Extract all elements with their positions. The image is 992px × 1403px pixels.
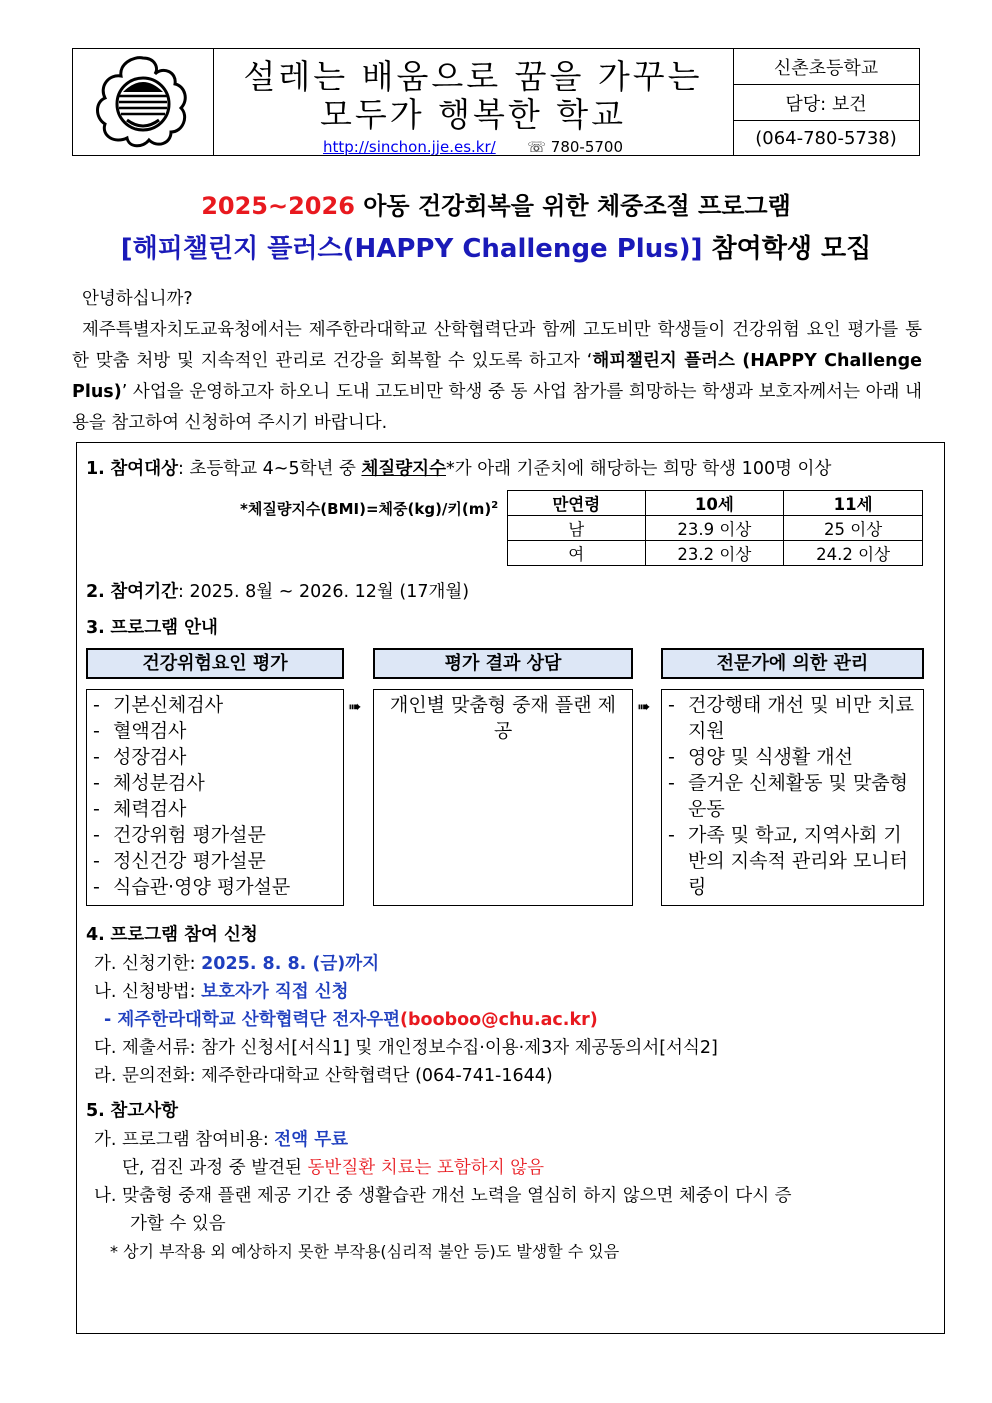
list-item-text: 건강위험 평가설문 xyxy=(113,824,266,846)
section-4-number: 4. xyxy=(86,925,105,945)
list-item: - 즐거운 신체활동 및 맞춤형 운동 xyxy=(668,770,917,822)
section-4 xyxy=(86,922,936,1090)
section-1-line xyxy=(86,456,936,482)
list-item: - 가족 및 학교, 지역사회 기반의 지속적 관리와 모니터링 xyxy=(668,822,917,900)
cost-note-red: 동반질환 치료는 포함하지 않음 xyxy=(307,1158,544,1178)
school-url-link[interactable]: http://sinchon.jje.es.kr/ xyxy=(322,138,496,156)
list-item: - 혈액검사 xyxy=(93,720,187,742)
table-header-cell: 10세 xyxy=(645,491,784,516)
list-item-text: 정신건강 평가설문 xyxy=(113,850,266,872)
intro-body-bold: 해피챌린지 플러스 (HAPPY Challenge Plus) xyxy=(72,351,922,402)
application-email xyxy=(86,1006,936,1034)
table-cell: 25 이상 xyxy=(784,516,923,541)
method-label: 나. 신청방법: xyxy=(94,982,202,1002)
list-item: - 영양 및 식생활 개선 xyxy=(668,746,853,768)
table-header-cell: 만연령 xyxy=(508,491,646,516)
slogan-cell xyxy=(213,49,734,155)
section-3-heading: 프로그램 안내 xyxy=(110,618,218,638)
intro-greeting: 안녕하십니까? xyxy=(82,289,193,309)
table-row xyxy=(508,516,923,541)
table-header-cell: 11세 xyxy=(784,491,923,516)
table-cell: 24.2 이상 xyxy=(784,541,923,566)
section-5 xyxy=(86,1098,938,1266)
deadline-value: 2025. 8. 8. (금)까지 xyxy=(201,954,380,974)
email-address-link[interactable]: (booboo@chu.ac.kr) xyxy=(400,1010,598,1030)
section-4-heading: 프로그램 참여 신청 xyxy=(110,925,258,945)
table-cell: 남 xyxy=(508,516,646,541)
bmi-formula xyxy=(240,498,498,519)
list-item: - 기본신체검사 xyxy=(93,694,224,716)
arrow-right-icon: ➠ xyxy=(348,697,362,716)
title-line2-rest: 참여학생 모집 xyxy=(702,234,872,264)
bmi-formula-sup: 2 xyxy=(491,500,499,511)
section-3-line xyxy=(86,615,218,641)
list-item: - 정신건강 평가설문 xyxy=(93,850,266,872)
intro-body xyxy=(72,315,922,439)
list-item-text: 기본신체검사 xyxy=(113,694,224,716)
slogan-line-1: 설레는 배움으로 꿈을 가꾸는 xyxy=(243,57,703,96)
info-cell xyxy=(733,49,919,155)
list-item: - 체력검사 xyxy=(93,798,187,820)
section-2-number: 2. xyxy=(86,582,105,602)
table-header-row xyxy=(508,491,923,516)
school-emblem-icon xyxy=(73,49,214,155)
management-list-box xyxy=(661,689,924,906)
section-2-heading: 참여기간 xyxy=(110,582,179,602)
manager-label: 담당: 보건 xyxy=(733,85,919,121)
consulting-text: 개인별 맞춤형 중재 플랜 제공 xyxy=(389,694,617,742)
note-b-line-2: 가할 수 있음 xyxy=(130,1214,226,1234)
url-row xyxy=(213,138,733,156)
list-item-text: 건강행태 개선 및 비만 치료지원 xyxy=(688,694,915,742)
section-2-line xyxy=(86,579,469,605)
school-phone: ☏ 780-5700 xyxy=(527,138,623,156)
list-item-text: 식습관·영양 평가설문 xyxy=(113,876,291,898)
cost-line xyxy=(86,1126,938,1154)
list-item-text: 영양 및 식생활 개선 xyxy=(688,746,853,768)
list-item: - 식습관·영양 평가설문 xyxy=(93,876,291,898)
bmi-formula-text: *체질량지수(BMI)=체중(kg)/키(m) xyxy=(240,500,492,518)
section-1-text-b: *가 아래 기준치에 해당하는 희망 학생 100명 이상 xyxy=(445,459,832,479)
list-item-text: 성장검사 xyxy=(113,746,187,768)
header-box xyxy=(72,48,920,156)
list-item-text: 가족 및 학교, 지역사회 기반의 지속적 관리와 모니터링 xyxy=(688,824,909,898)
bmi-term: 체질량지수 xyxy=(361,459,446,479)
application-method xyxy=(86,978,936,1006)
section-1-number: 1. xyxy=(86,459,105,479)
section-5-heading-line xyxy=(86,1098,938,1124)
section-1-heading: 참여대상 xyxy=(110,459,179,479)
note-star: * 상기 부작용 외 예상하지 못한 부작용(심리적 불안 등)도 발생할 수 있음 xyxy=(110,1242,620,1261)
cost-label: 가. 프로그램 참여비용: xyxy=(94,1130,275,1150)
submission-documents: 다. 제출서류: 참가 신청서[서식1] 및 개인정보수집·이용·제3자 제공동의서[서식2] xyxy=(94,1038,718,1058)
section-5-heading: 참고사항 xyxy=(110,1101,179,1121)
section-1-text-a: : 초등학교 4~5학년 중 xyxy=(178,459,362,479)
title-year: 2025~2026 xyxy=(201,192,355,220)
step-box-assessment: 건강위험요인 평가 xyxy=(86,648,344,679)
deadline-label: 가. 신청기한: xyxy=(94,954,202,974)
step-box-consulting: 평가 결과 상담 xyxy=(373,648,633,679)
slogan-line-2: 모두가 행복한 학교 xyxy=(319,95,626,134)
assessment-list-box xyxy=(86,689,344,906)
table-cell: 23.9 이상 xyxy=(645,516,784,541)
list-item: - 성장검사 xyxy=(93,746,187,768)
page-title-line-2 xyxy=(0,228,992,265)
section-3-number: 3. xyxy=(86,618,105,638)
list-item: - 체성분검사 xyxy=(93,772,205,794)
note-b-line-1: 나. 맞춤형 중재 플랜 제공 기간 중 생활습관 개선 노력을 열심히 하지 않으면 체중이 다시 증 xyxy=(94,1186,792,1206)
arrow-right-icon: ➠ xyxy=(637,697,651,716)
intro-body-b: ’ 사업을 운영하고자 하오니 도내 고도비만 학생 중 동 사업 참가를 희망하는 학생과 보호자께서는 아래 내용을 참고하여 신청하여 주시기 바랍니다. xyxy=(72,382,922,433)
inquiry-phone: 라. 문의전화: 제주한라대학교 산학협력단 (064-741-1644) xyxy=(94,1066,553,1086)
cost-note-a: 단, 검진 과정 중 발견된 xyxy=(122,1158,308,1178)
list-item: - 건강행태 개선 및 비만 치료지원 xyxy=(668,692,917,744)
school-name: 신촌초등학교 xyxy=(733,49,919,85)
intro-body-a: 제주특별자치도교육청에서는 제주한라대학교 산학협력단과 함께 고도비만 학생들이 건강위험 요인 평가를 통한 맞춤 처방 및 지속적인 관리로 건강을 회복할 수 있도록 하고자 ‘ xyxy=(72,320,922,371)
list-item: - 건강위험 평가설문 xyxy=(93,824,266,846)
cost-value: 전액 무료 xyxy=(274,1130,349,1150)
title-line1-rest: 아동 건강회복을 위한 체중조절 프로그램 xyxy=(354,192,791,220)
contact-number: (064-780-5738) xyxy=(755,128,897,149)
application-deadline xyxy=(86,950,936,978)
email-text: - 제주한라대학교 산학협력단 전자우편 xyxy=(104,1010,401,1030)
section-2-text: : 2025. 8월 ~ 2026. 12월 (17개월) xyxy=(178,582,470,602)
table-row xyxy=(508,541,923,566)
list-item-text: 체성분검사 xyxy=(113,772,205,794)
step-box-management: 전문가에 의한 관리 xyxy=(661,648,924,679)
bmi-criteria-table xyxy=(507,490,923,566)
section-5-number: 5. xyxy=(86,1101,105,1121)
table-cell: 여 xyxy=(508,541,646,566)
intro-paragraph xyxy=(72,284,922,439)
cost-note xyxy=(86,1154,938,1182)
section-4-heading-line xyxy=(86,922,936,948)
table-cell: 23.2 이상 xyxy=(645,541,784,566)
list-item-text: 즐거운 신체활동 및 맞춤형 운동 xyxy=(688,772,909,820)
consulting-box xyxy=(373,689,633,906)
method-value: 보호자가 직접 신청 xyxy=(201,982,349,1002)
list-item-text: 체력검사 xyxy=(113,798,187,820)
page-title-line-1 xyxy=(0,186,992,221)
title-program-name: [해피챌린지 플러스(HAPPY Challenge Plus)] xyxy=(120,234,703,264)
list-item-text: 혈액검사 xyxy=(113,720,187,742)
